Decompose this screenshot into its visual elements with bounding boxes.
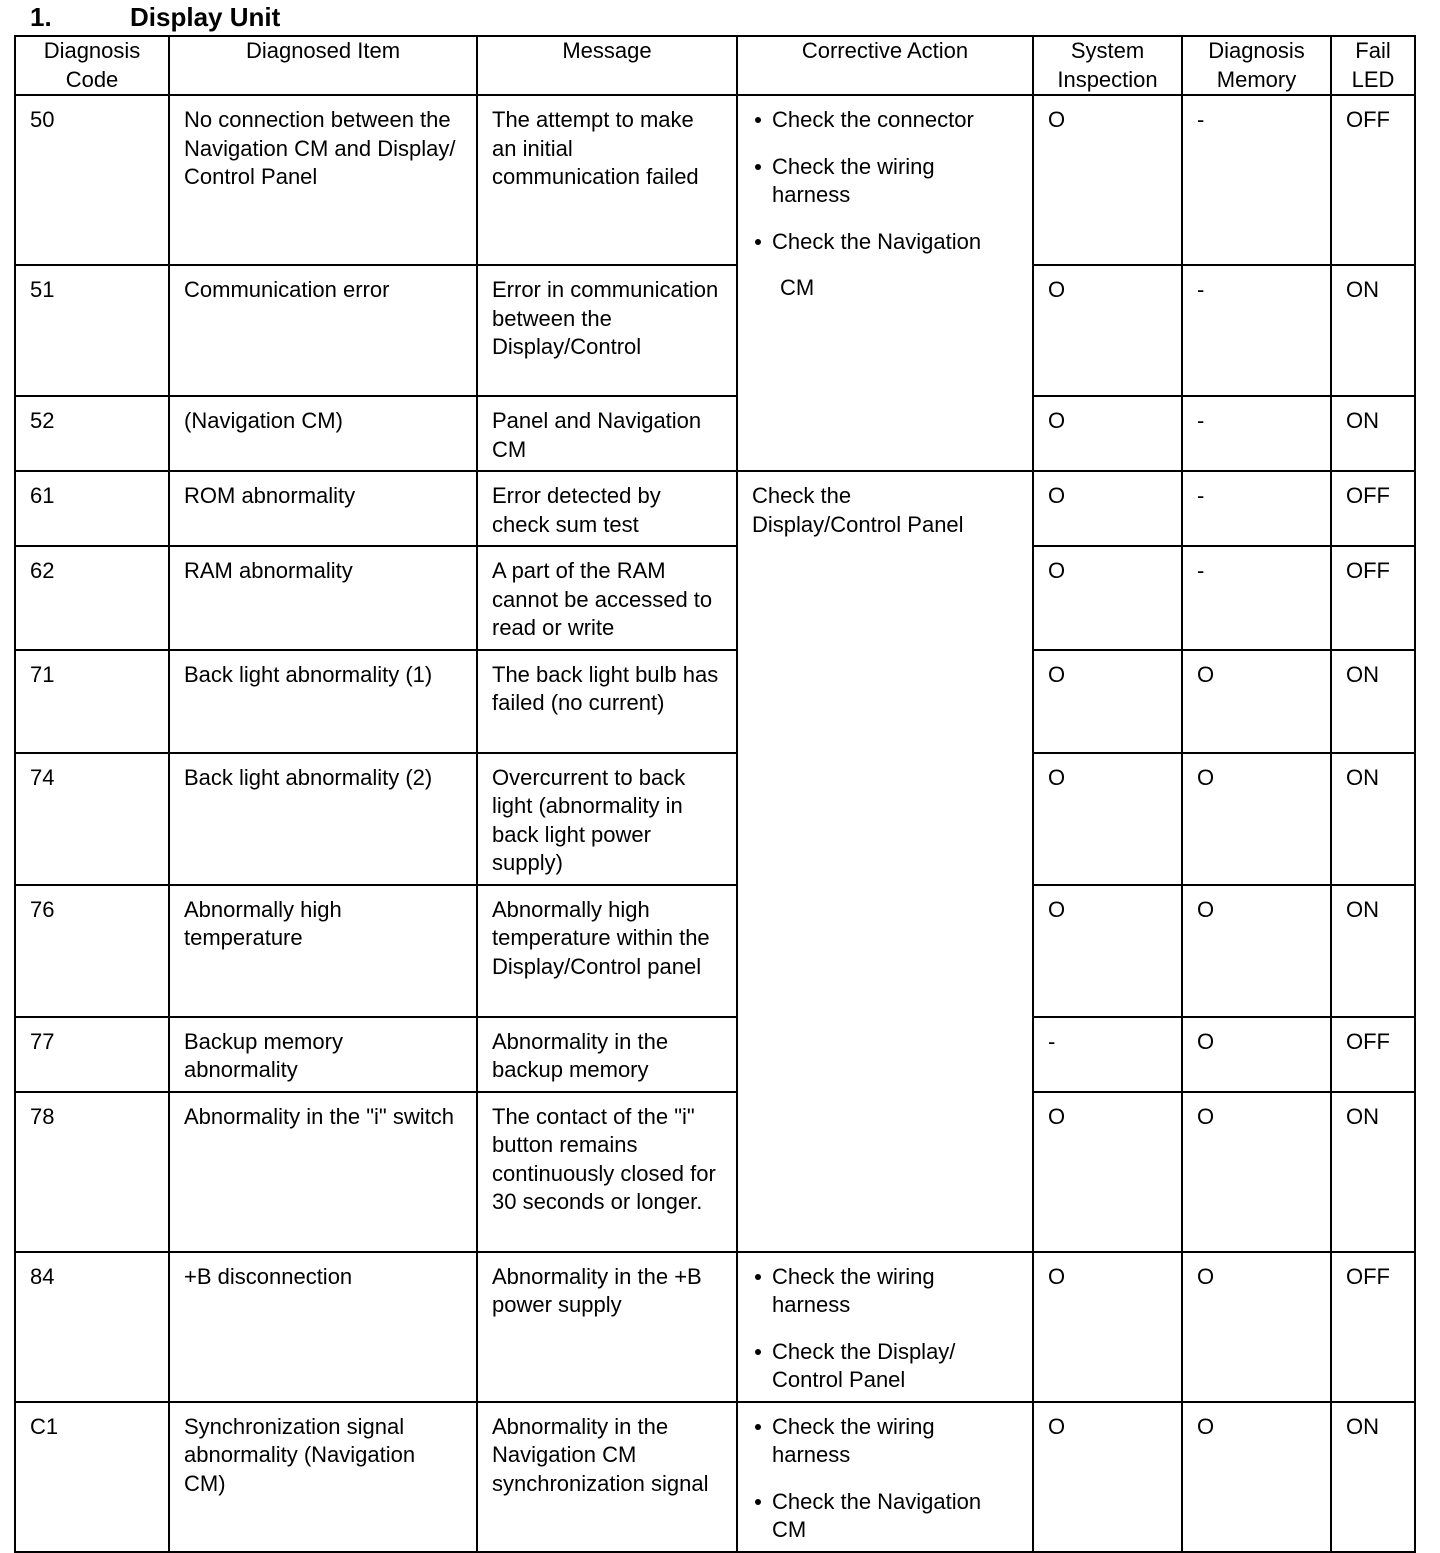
action-bullet: Check the wiring harness [752,153,1018,210]
section-number: 1. [30,2,52,32]
table-row [15,1017,1415,1092]
cell-inspection: O [1033,396,1182,471]
cell-code: 76 [15,885,169,1017]
cell-message: Overcurrent to back light (abnormality in back light power supply) [477,753,737,885]
cell-inspection: O [1033,650,1182,753]
cell-inspection: O [1033,1402,1182,1552]
cell-item: Abnormally high temperature [169,885,477,1017]
cell-message: A part of the RAM cannot be accessed to read or write [477,546,737,650]
cell-code: 84 [15,1252,169,1402]
cell-item: Back light abnormality (1) [169,650,477,753]
header-action: Corrective Action [737,36,1033,95]
section-title: Display Unit [130,2,281,32]
cell-action-row84 [737,1252,1033,1402]
table-row [15,885,1415,1017]
table-row [15,396,1415,471]
cell-inspection: - [1033,1017,1182,1092]
cell-item: RAM abnormality [169,546,477,650]
cell-message: The back light bulb has failed (no current) [477,650,737,753]
cell-memory: O [1182,1402,1331,1552]
cell-inspection: O [1033,1252,1182,1402]
cell-inspection: O [1033,265,1182,396]
header-inspection: System Inspection [1033,36,1182,95]
cell-code: 61 [15,471,169,546]
cell-code: 52 [15,396,169,471]
header-code: Diagnosis Code [15,36,169,95]
cell-code: 74 [15,753,169,885]
table-row [15,471,1415,546]
cell-memory: O [1182,650,1331,753]
table-row [15,1092,1415,1252]
table-row [15,1402,1415,1552]
cell-item: ROM abnormality [169,471,477,546]
cell-item: No connection between the Navigation CM and Display/ Control Panel [169,95,477,265]
header-row [15,36,1415,95]
cell-message: Error in communication between the Display/Control [477,265,737,396]
cell-item: Back light abnormality (2) [169,753,477,885]
cell-code: 78 [15,1092,169,1252]
action-bullet: Check the connector [752,106,1018,135]
cell-code: 71 [15,650,169,753]
cell-led: ON [1331,753,1415,885]
action-bullet: Check the wiring harness [752,1263,1018,1320]
cell-memory: - [1182,471,1331,546]
cell-code: C1 [15,1402,169,1552]
cell-message: Abnormality in the backup memory [477,1017,737,1092]
cell-message: Panel and Navigation CM [477,396,737,471]
header-message: Message [477,36,737,95]
cell-item: +B disconnection [169,1252,477,1402]
action-continuation: CM [780,275,815,300]
cell-message: Error detected by check sum test [477,471,737,546]
cell-code: 62 [15,546,169,650]
header-memory: Diagnosis Memory [1182,36,1331,95]
cell-action-rowC1 [737,1402,1033,1552]
cell-message: Abnormality in the +B power supply [477,1252,737,1402]
cell-item: Abnormality in the "i" switch [169,1092,477,1252]
cell-led: ON [1331,265,1415,396]
cell-led: OFF [1331,1017,1415,1092]
cell-led: OFF [1331,546,1415,650]
cell-message: Abnormality in the Navigation CM synchronization signal [477,1402,737,1552]
cell-item: Backup memory abnormality [169,1017,477,1092]
cell-led: OFF [1331,95,1415,265]
cell-memory: O [1182,1252,1331,1402]
cell-item: Synchronization signal abnormality (Navigation CM) [169,1402,477,1552]
cell-led: OFF [1331,1252,1415,1402]
table-row [15,546,1415,650]
cell-item: Communication error [169,265,477,396]
cell-led: OFF [1331,471,1415,546]
cell-memory: O [1182,1017,1331,1092]
cell-led: ON [1331,1092,1415,1252]
action-bullet: Check the wiring harness [752,1413,1018,1470]
cell-item: (Navigation CM) [169,396,477,471]
cell-memory: - [1182,396,1331,471]
cell-code: 51 [15,265,169,396]
cell-memory: - [1182,265,1331,396]
cell-memory: - [1182,546,1331,650]
cell-inspection: O [1033,546,1182,650]
action-bullet: Check the Navigation CM [752,1488,1018,1545]
cell-action-nav-group [737,95,1033,471]
table-row [15,265,1415,396]
table-row [15,95,1415,265]
action-bullet: Check the Navigation [752,228,1018,257]
cell-inspection: O [1033,1092,1182,1252]
cell-inspection: O [1033,95,1182,265]
action-bullet: Check the Display/ Control Panel [752,1338,1018,1395]
cell-led: ON [1331,885,1415,1017]
cell-message: The attempt to make an initial communication failed [477,95,737,265]
table-row [15,650,1415,753]
cell-memory: O [1182,1092,1331,1252]
table-row [15,753,1415,885]
table-row [15,1252,1415,1402]
cell-code: 50 [15,95,169,265]
cell-inspection: O [1033,885,1182,1017]
cell-inspection: O [1033,753,1182,885]
cell-led: ON [1331,396,1415,471]
cell-led: ON [1331,1402,1415,1552]
section-heading [30,0,280,34]
cell-memory: - [1182,95,1331,265]
cell-message: The contact of the "i" button remains continuously closed for 30 seconds or longer. [477,1092,737,1252]
header-led: Fail LED [1331,36,1415,95]
cell-action-panel-group: Check the Display/Control Panel [737,471,1033,1252]
cell-code: 77 [15,1017,169,1092]
header-item: Diagnosed Item [169,36,477,95]
cell-memory: O [1182,885,1331,1017]
cell-message: Abnormally high temperature within the Display/Control panel [477,885,737,1017]
diagnosis-table [14,35,1416,1553]
cell-inspection: O [1033,471,1182,546]
cell-led: ON [1331,650,1415,753]
cell-memory: O [1182,753,1331,885]
